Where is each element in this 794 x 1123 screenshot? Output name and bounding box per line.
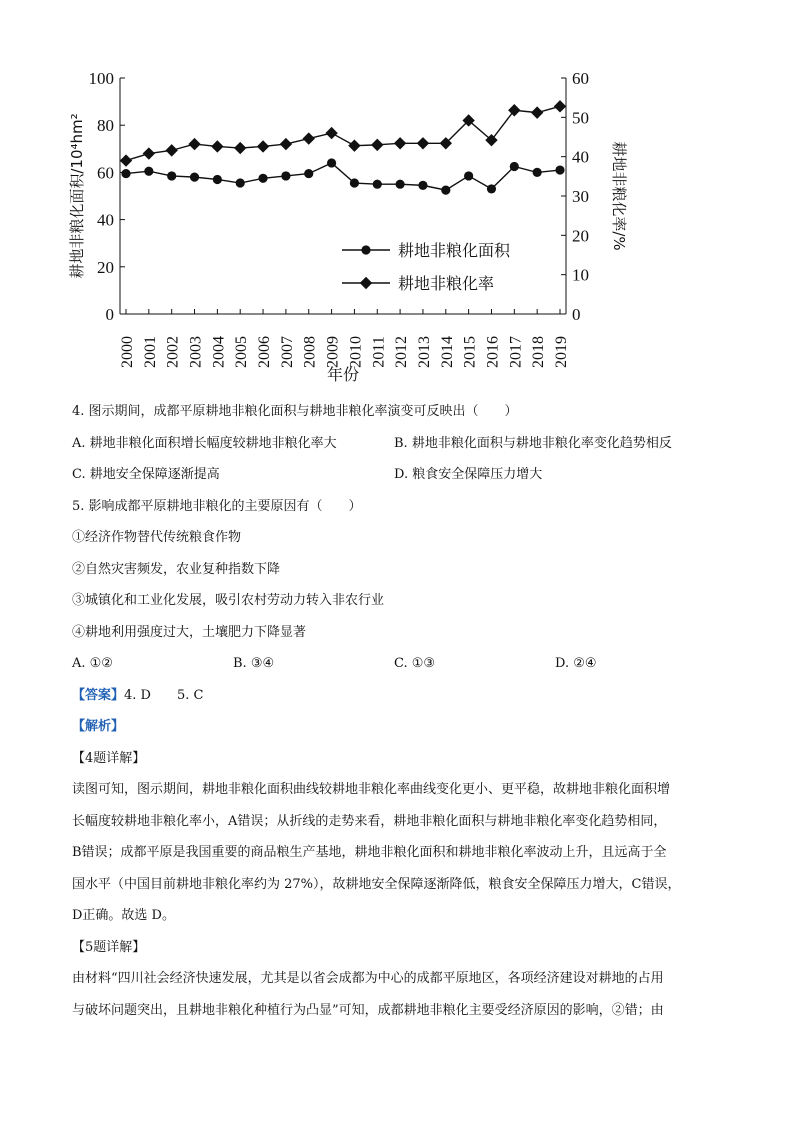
q4-option-a: A. 耕地非粮化面积增长幅度较耕地非粮化率大 xyxy=(72,435,337,451)
x-tick-label: 2014 xyxy=(438,336,456,368)
area-point xyxy=(396,180,405,189)
rate-point xyxy=(165,144,177,156)
rate-point xyxy=(348,139,360,151)
area-point xyxy=(533,168,542,177)
q5-item-2: ②自然灾害频发，农业复种指数下降 xyxy=(72,561,281,577)
q5-item-3: ③城镇化和工业化发展，吸引农村劳动力转入非农行业 xyxy=(72,593,385,608)
area-point xyxy=(441,186,450,195)
detail4-line-3: B错误；成都平原是我国重要的商品粮生产基地，耕地非粮化面积和耕地非粮化率波动上升，且远高于全 xyxy=(72,845,667,860)
area-point xyxy=(418,181,427,190)
rate-point xyxy=(120,154,132,166)
x-tick-label: 2009 xyxy=(324,336,342,368)
detail5-line-2: 与破坏问题突出，且耕地非粮化种植行为凸显”可知，成都耕地非粮化主要受经济原因的影响，②错；由 xyxy=(72,1002,664,1018)
detail5-tag: 【5题详解】 xyxy=(72,939,146,955)
area-point xyxy=(304,169,313,178)
detail4-line-1: 读图可知，图示期间，耕地非粮化面积曲线较耕地非粮化率曲线变化更小、更平稳，故耕地非粮化面积增 xyxy=(72,782,671,797)
area-rate-line-chart xyxy=(60,62,628,388)
area-point xyxy=(190,173,199,182)
area-point xyxy=(258,174,267,183)
rate-point xyxy=(417,137,429,149)
legend-circle-marker xyxy=(361,245,370,254)
q4-option-b: B. 耕地非粮化面积与耕地非粮化率变化趋势相反 xyxy=(394,435,672,451)
rate-point xyxy=(234,142,246,154)
legend-diamond-marker xyxy=(360,277,372,289)
analysis-line xyxy=(72,711,732,743)
rate-point xyxy=(211,140,223,152)
left-tick-label: 20 xyxy=(97,257,114,277)
right-tick-label: 60 xyxy=(572,69,589,88)
answer-line xyxy=(72,680,732,712)
rate-point xyxy=(508,104,520,116)
chart-ticks xyxy=(68,69,628,384)
x-tick-label: 2003 xyxy=(187,336,205,368)
rate-point xyxy=(394,137,406,149)
area-point xyxy=(487,184,496,193)
area-point xyxy=(327,158,336,167)
question-content xyxy=(72,396,732,1026)
x-tick-label: 2006 xyxy=(256,336,274,368)
x-tick-label: 2018 xyxy=(530,336,548,368)
area-point xyxy=(373,180,382,189)
rate-point xyxy=(554,100,566,112)
rate-point xyxy=(371,139,383,151)
area-point xyxy=(464,171,473,180)
rate-point xyxy=(143,147,155,159)
q5-option-b: B. ③④ xyxy=(233,656,275,671)
area-point xyxy=(213,175,222,184)
detail4-line-2: 长幅度较耕地非粮化率小，A错误；从折线的走势来看，耕地非粮化面积与耕地非粮化率变化趋势相同， xyxy=(72,813,667,829)
answer-text: 4. D 5. C xyxy=(124,687,204,703)
area-point xyxy=(350,178,359,187)
rate-point xyxy=(325,127,337,139)
x-tick-label: 2001 xyxy=(141,336,159,368)
detail4-line-5: D正确。故选 D。 xyxy=(72,908,175,923)
answer-tag: 【答案】 xyxy=(72,687,125,703)
right-tick-label: 50 xyxy=(572,108,589,128)
rate-series-line xyxy=(126,106,560,160)
left-tick-label: 60 xyxy=(97,163,114,183)
rate-point xyxy=(303,132,315,144)
rate-point xyxy=(531,106,543,118)
legend-label: 耕地非粮化率 xyxy=(398,274,495,293)
q5-option-c: C. ①③ xyxy=(394,656,436,671)
left-tick-label: 100 xyxy=(88,69,114,88)
q5-options xyxy=(72,648,732,680)
chart-series xyxy=(120,100,566,195)
chart-legend xyxy=(342,241,511,293)
right-axis-title: 耕地非粮化率/% xyxy=(610,141,628,251)
x-tick-label: 2019 xyxy=(553,336,570,368)
detail4-tag: 【4题详解】 xyxy=(72,750,146,766)
right-tick-label: 40 xyxy=(572,147,589,167)
area-point xyxy=(510,162,519,171)
rate-point xyxy=(280,138,292,150)
detail4-line-4: 国水平（中国目前耕地非粮化率约为 27%），故耕地安全保障逐渐降低，粮食安全保障压力增大，C错误， xyxy=(72,876,681,892)
x-tick-label: 2008 xyxy=(301,336,319,368)
area-point xyxy=(167,171,176,180)
right-tick-label: 30 xyxy=(572,187,589,206)
q5-option-a: A. ①② xyxy=(72,656,113,671)
x-axis-title: 年份 xyxy=(326,365,360,384)
area-point xyxy=(144,167,153,176)
rate-point xyxy=(257,140,269,152)
q4-options-row2 xyxy=(72,459,732,491)
x-tick-label: 2004 xyxy=(210,336,228,368)
area-point xyxy=(555,165,564,174)
x-tick-label: 2012 xyxy=(393,336,411,368)
right-tick-label: 20 xyxy=(572,226,589,246)
left-tick-label: 40 xyxy=(97,210,114,230)
q5-stem: 5. 影响成都平原耕地非粮化的主要原因有（ ） xyxy=(72,498,362,514)
legend-label: 耕地非粮化面积 xyxy=(398,241,511,260)
q4-option-c: C. 耕地安全保障逐渐提高 xyxy=(72,467,220,482)
rate-point xyxy=(188,138,200,150)
x-tick-label: 2017 xyxy=(507,336,525,368)
q4-stem: 4. 图示期间，成都平原耕地非粮化面积与耕地非粮化率演变可反映出（ ） xyxy=(72,404,518,419)
left-axis-title: 耕地非粮化面积/10⁴hm² xyxy=(68,113,86,279)
x-tick-label: 2011 xyxy=(370,336,388,368)
q5-item-4: ④耕地利用强度过大，土壤肥力下降显著 xyxy=(72,624,307,640)
x-tick-label: 2005 xyxy=(233,336,251,368)
q4-option-d: D. 粮食安全保障压力增大 xyxy=(394,467,543,482)
area-point xyxy=(121,169,130,178)
x-tick-label: 2000 xyxy=(119,336,136,368)
x-tick-label: 2016 xyxy=(484,336,502,368)
q5-item-1: ①经济作物替代传统粮食作物 xyxy=(72,530,242,545)
q4-options-row1 xyxy=(72,428,732,460)
chart-axes xyxy=(120,78,566,314)
q5-option-d: D. ②④ xyxy=(555,656,597,671)
x-tick-label: 2015 xyxy=(461,336,479,368)
left-tick-label: 0 xyxy=(105,305,114,324)
area-point xyxy=(236,178,245,187)
left-tick-label: 80 xyxy=(97,116,114,136)
detail5-line-1: 由材料“四川社会经济快速发展，尤其是以省会成都为中心的成都平原地区，各项经济建设对耕地的占用 xyxy=(72,971,664,986)
x-tick-label: 2002 xyxy=(164,336,182,368)
x-tick-label: 2010 xyxy=(347,336,365,368)
x-tick-label: 2013 xyxy=(415,336,433,368)
right-tick-label: 0 xyxy=(572,305,581,324)
analysis-tag: 【解析】 xyxy=(72,719,125,734)
area-point xyxy=(281,171,290,180)
x-tick-label: 2007 xyxy=(278,336,296,368)
right-tick-label: 10 xyxy=(572,265,589,285)
